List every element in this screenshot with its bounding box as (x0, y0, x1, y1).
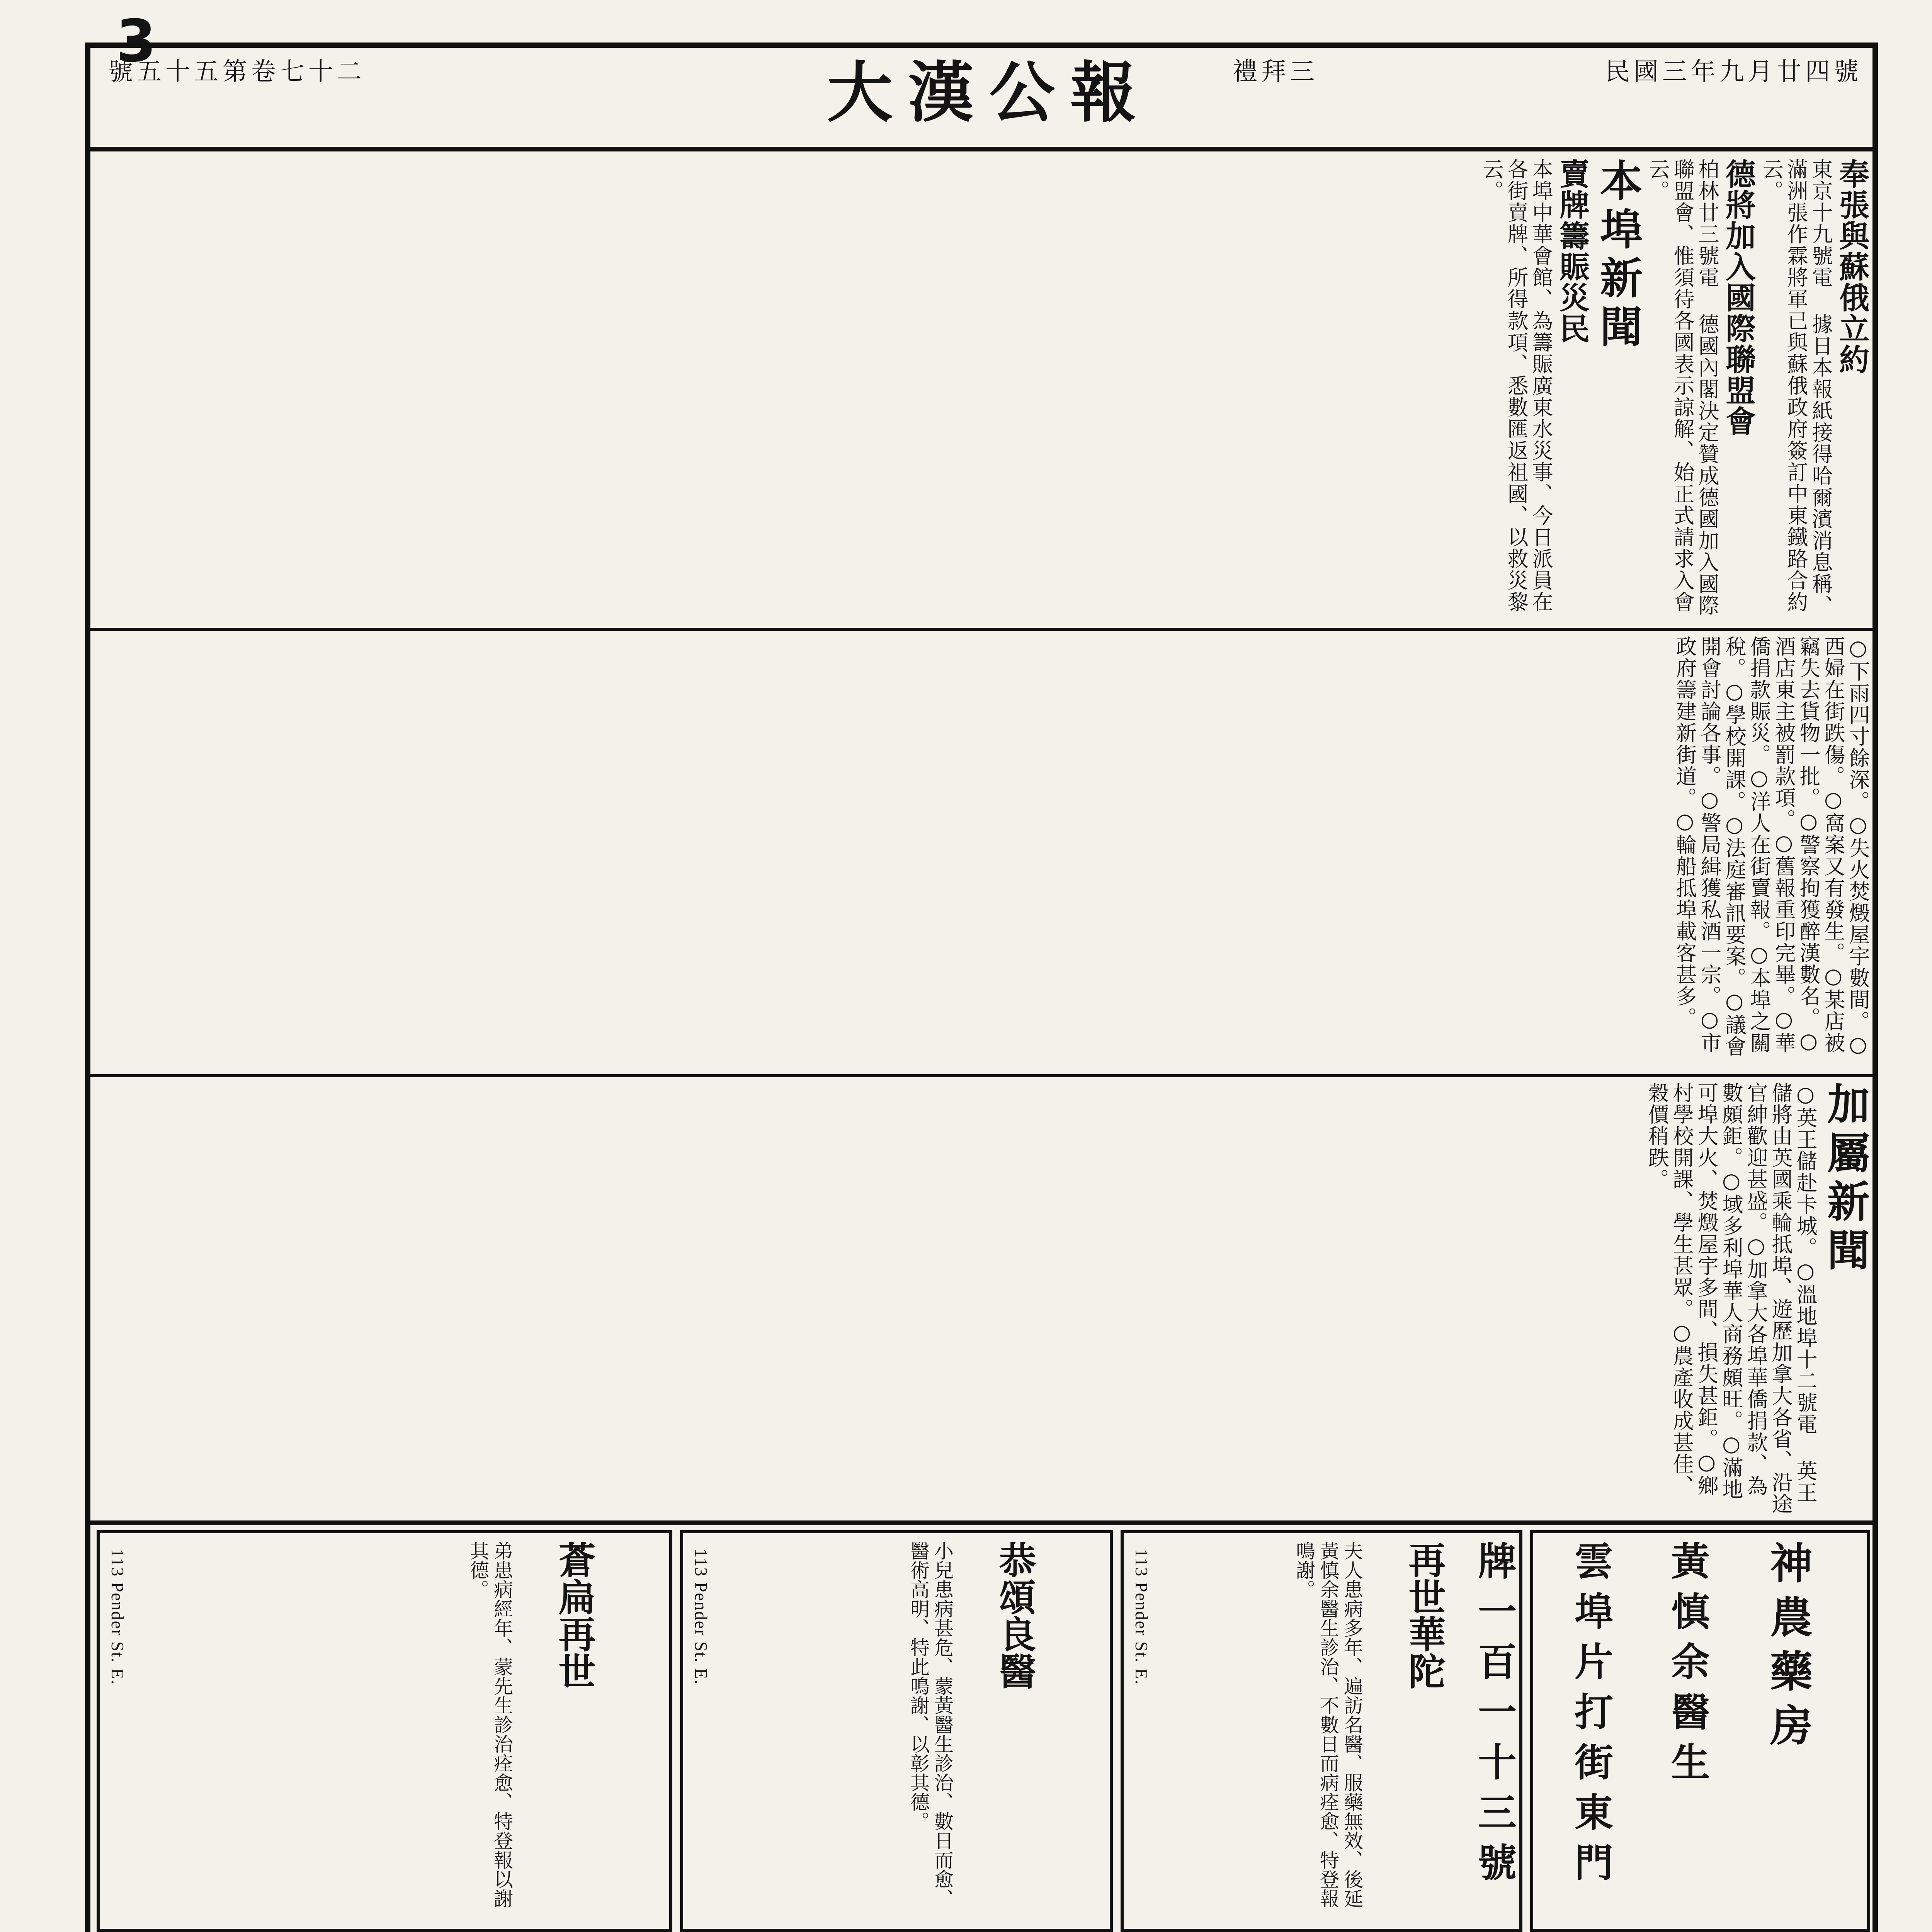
margin-mark: 3 (116, 8, 156, 75)
ad-zaishi-body: 夫人患病多年、遍訪名醫、服藥無效、後延黃慎余醫生診治、不數日而病痊愈、特登報鳴謝。 (1293, 1541, 1363, 1908)
masthead-issue: 號五十五第卷七十二 (108, 58, 366, 86)
section-canada-news (97, 1082, 1870, 1515)
headline-3: 賣牌籌賑災民 (1554, 158, 1590, 344)
ad-cangbian-body: 弟患病經年、蒙先生診治痊愈、特登報以謝其德。 (467, 1541, 513, 1908)
article-1: 東京十九號電 據日本報紙接得哈爾濱消息稱、滿洲張作霖將軍已與蘇俄政府簽訂中東鐵路合約云。 (1759, 158, 1833, 616)
masthead (93, 50, 1870, 147)
local-news-columns: ○下雨四寸餘深。○失火焚燬屋宇數間。○西婦在街跌傷。○窩案又有發生。○某店被竊失去貨物一批。○警察拘獲醉漢數名。○酒店東主被罰款項。○舊報重印完畢。○華僑捐款賑災。○洋人在街賣報。○本埠之關稅。○學校開課。○法庭審訊要案。○議會開會討論各事。○警局緝獲私酒一宗。○市政府籌建新街道。○輪船抵埠載客甚多。 (1673, 636, 1870, 1057)
article-3: 本埠中華會館、為籌賑廣東水災事、今日派員在各街賣牌、所得款項、悉數匯返祖國、以救災黎云。 (1480, 158, 1553, 613)
masthead-title: 大漢公報 (827, 54, 1152, 131)
ad-shennong-line1: 黃慎余醫生 (1665, 1541, 1710, 1792)
rule-row3 (89, 1520, 1874, 1525)
canada-news-columns (97, 1082, 1870, 1515)
ad-gongsong-title: 恭頌良醫 (993, 1541, 1037, 1689)
ad-shennong-pharmacy (1471, 1530, 1870, 1932)
foreign-news-columns (97, 158, 1870, 622)
ad-cangbian-title: 蒼扁再世 (553, 1541, 596, 1689)
rule-row2 (89, 1074, 1874, 1077)
canada-news-title: 加屬新聞 (1820, 1082, 1870, 1277)
ad-cangbian-address: 113 Pender St. E. (108, 1549, 128, 1685)
local-news-title: 本埠新聞 (1593, 158, 1643, 353)
article-2: 柏林廿三號電 德國內閣決定贊成德國加入國際聯盟會、惟須待各國表示諒解、始正式請求入會云。 (1646, 158, 1719, 616)
ad-gongsong-address: 113 Pender St. E. (691, 1549, 711, 1685)
section-local-news (97, 636, 1870, 1068)
ad-shennong-line2: 雲埠片打街東門 (1568, 1541, 1614, 1893)
ad-zaishi-address: 113 Pender St. E. (1132, 1549, 1151, 1685)
masthead-date: 民國三年九月廿四號 (1605, 58, 1862, 86)
ad-shennong-title: 神農藥房 (1763, 1541, 1813, 1757)
ad-zaishi-huatuo (1121, 1530, 1522, 1932)
ad-gongsong-body: 小兒患病甚危、蒙黃醫生診治、數日而愈、醫術高明、特此鳴謝、以彰其德。 (907, 1541, 954, 1908)
canada-news-body: ○英王儲赴卡城。○溫地埠十二號電 英王儲將由英國乘輪抵埠、遊歷加拿大各省、沿途官紳歡迎甚盛。○加拿大各埠華僑捐款、為數頗鉅。○域多利埠華人商務頗旺。○滿地可埠大火、焚燬屋宇多間、損失甚鉅。○鄉村學校開課、學生甚眾。○農產收成甚佳、穀價稍跌。 (1645, 1082, 1818, 1515)
ad-cangbian-zaishi (97, 1530, 672, 1932)
ad-gongsong-liangyi (680, 1530, 1113, 1932)
rule-row1 (89, 628, 1874, 631)
headline-1: 奉張與蘇俄立約 (1834, 158, 1869, 375)
headline-2: 德將加入國際聯盟會 (1721, 158, 1756, 437)
section-foreign-news (97, 158, 1870, 622)
masthead-rule (89, 147, 1874, 151)
masthead-weekday: 禮拜三 (1233, 58, 1318, 86)
ad-shennong-line3: 牌一百一十三號 (1471, 1541, 1517, 1893)
ad-zaishi-title: 再世華陀 (1403, 1541, 1446, 1689)
